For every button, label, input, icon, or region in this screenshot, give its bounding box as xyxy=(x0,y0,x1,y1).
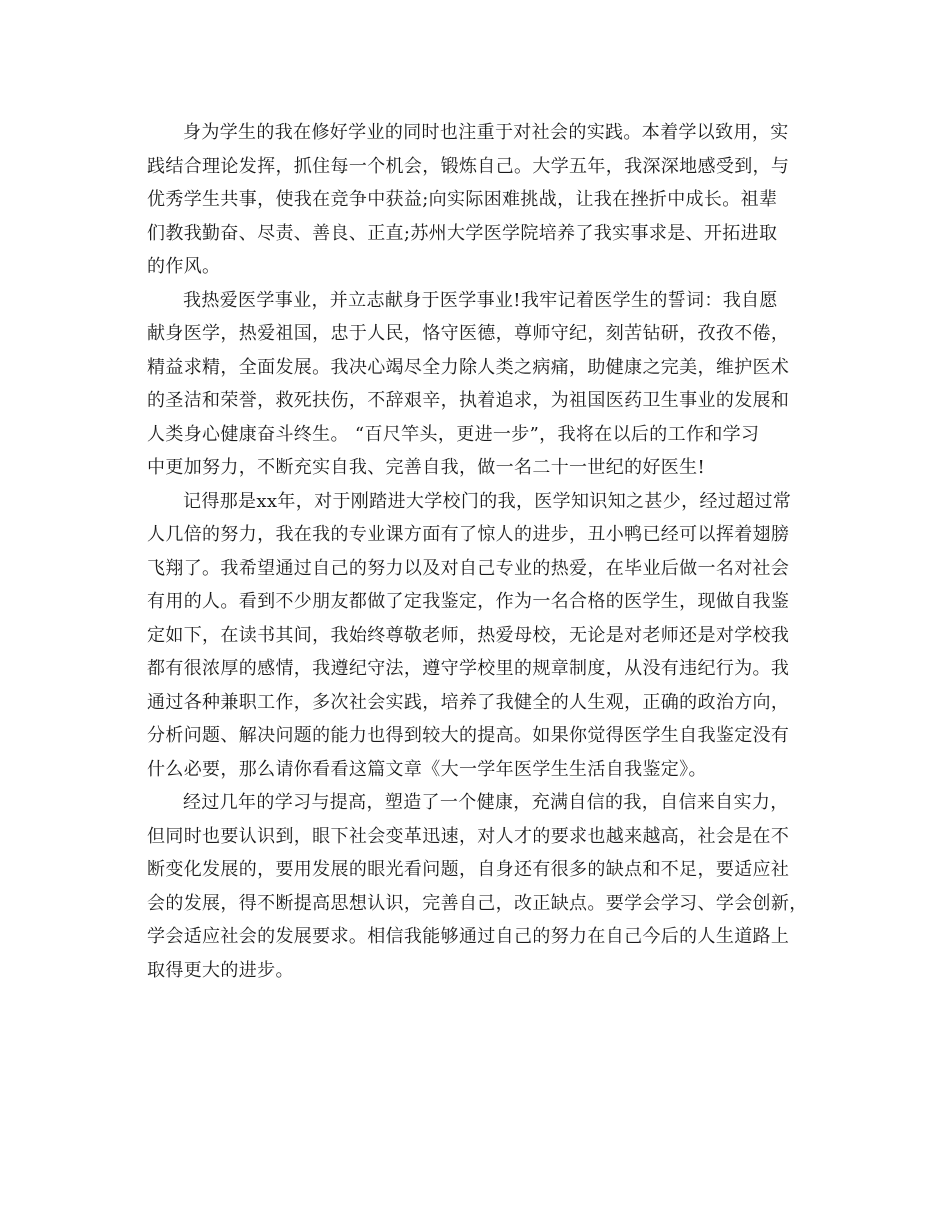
text-line: 践结合理论发挥，抓住每一个机会，锻炼自己。大学五年，我深深地感受到，与 xyxy=(147,155,790,177)
text-line: 的作风。 xyxy=(147,256,221,277)
text-line: 分析问题、解决问题的能力也得到较大的提高。如果你觉得医学生自我鉴定没有 xyxy=(147,725,790,746)
text-line: 精益求精，全面发展。我决心竭尽全力除人类之病痛，助健康之完美，维护医术 xyxy=(147,356,790,378)
text-line: 通过各种兼职工作，多次社会实践，培养了我健全的人生观，正确的政治方向， xyxy=(147,691,790,713)
text-line: 我热爱医学事业，并立志献身于医学事业!我牢记着医学生的誓词：我自愿 xyxy=(183,289,778,311)
paragraph-3 xyxy=(147,485,807,787)
paragraph-1 xyxy=(147,116,807,284)
text-line: 学会适应社会的发展要求。相信我能够通过自己的努力在自己今后的人生道路上 xyxy=(147,926,790,947)
text-line: 中更加努力，不断充实自我、完善自我，做一名二十一世纪的好医生! xyxy=(147,457,706,478)
text-line: 的圣洁和荣誉，救死扶伤，不辞艰辛，执着追求，为祖国医药卫生事业的发展和 xyxy=(147,390,790,411)
text-line: 身为学生的我在修好学业的同时也注重于对社会的实践。本着学以致用，实 xyxy=(183,122,789,143)
text-line: 有用的人。看到不少朋友都做了定我鉴定，作为一名合格的医学生，现做自我鉴 xyxy=(147,591,790,612)
text-line: 人类身心健康奋斗终生。 “百尺竿头，更进一步”，我将在以后的工作和学习 xyxy=(147,423,760,445)
text-line: 会的发展，得不断提高思想认识，完善自己，改正缺点。要学会学习、学会创新， xyxy=(147,892,808,914)
text-line: 经过几年的学习与提高，塑造了一个健康，充满自信的我，自信来自实力， xyxy=(183,792,789,813)
text-line: 取得更大的进步。 xyxy=(147,959,294,981)
paragraph-4 xyxy=(147,786,807,987)
text-line: 们教我勤奋、尽责、善良、正直;苏州大学医学院培养了我实事求是、开拓进取 xyxy=(147,222,778,244)
text-line: 定如下，在读书其间，我始终尊敬老师，热爱母校，无论是对老师还是对学校我 xyxy=(147,624,790,646)
paragraph-2 xyxy=(147,284,807,485)
text-line: 但同时也要认识到，眼下社会变革迅速，对人才的要求也越来越高，社会是在不 xyxy=(147,825,790,847)
text-line: 献身医学，热爱祖国，忠于人民，恪守医德，尊师守纪，刻苦钻研，孜孜不倦， xyxy=(147,323,790,344)
document-body xyxy=(147,116,807,987)
text-line: 什么必要，那么请你看看这篇文章《大一学年医学生生活自我鉴定》。 xyxy=(147,758,707,780)
text-line: 记得那是xx年，对于刚踏进大学校门的我，医学知识知之甚少，经过超过常 xyxy=(183,490,792,512)
text-line: 人几倍的努力，我在我的专业课方面有了惊人的进步，丑小鸭已经可以挥着翅膀 xyxy=(147,524,790,545)
text-line: 断变化发展的，要用发展的眼光看问题，自身还有很多的缺点和不足，要适应社 xyxy=(147,859,790,880)
text-line: 飞翔了。我希望通过自己的努力以及对自己专业的热爱，在毕业后做一名对社会 xyxy=(147,557,790,579)
text-line: 优秀学生共事，使我在竞争中获益;向实际困难挑战，让我在挫折中成长。祖辈 xyxy=(147,189,778,210)
text-line: 都有很浓厚的感情，我遵纪守法，遵守学校里的规章制度，从没有违纪行为。我 xyxy=(147,658,790,679)
